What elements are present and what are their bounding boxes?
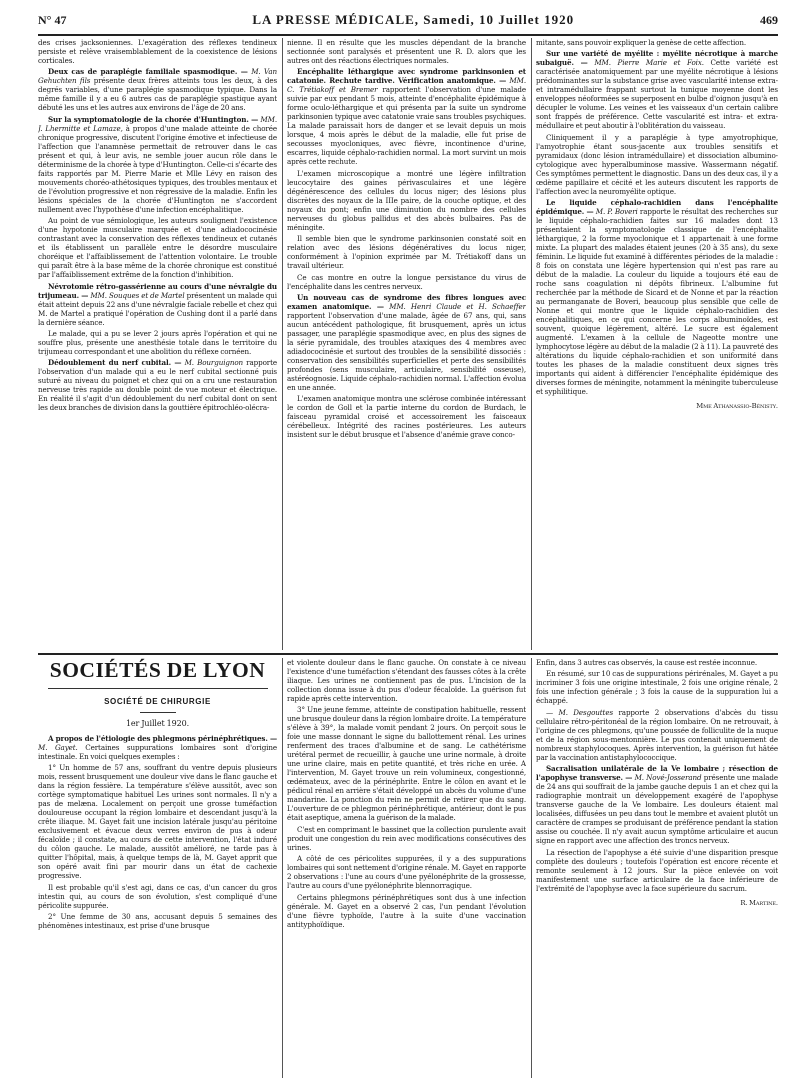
article-paragraph xyxy=(536,49,778,130)
column-rule xyxy=(531,658,532,1078)
article-heading: Névrotomie rétro-gassérienne au cours d'une névralgie du trijumeau. — xyxy=(38,281,277,300)
session-date: 1er Juillet 1920. xyxy=(125,719,190,728)
body-paragraph xyxy=(287,394,526,439)
body-paragraph xyxy=(287,825,526,852)
author-names: M. Gayet. xyxy=(38,743,78,752)
top-column-3 xyxy=(536,38,778,650)
article-text: à propos d'une malade atteinte de chorée chronique progressive, discutent l'origine émotive et infectieuse de l'affection que l'anamnèse permettait de retrouver dans le cas présent et qui, à leur avis, ne semble jouer aucun rôle dans le déterminisme de la chorée à type d'Huntington. Celle-ci s'écarte des faits rapportés par M. Pierre Marie et Mlle Lévy en raison des mouvements choréo-athétosiques typiques, des troubles mentaux et de l'évolution progressive et non régressive de la maladie. Enfin les lésions spéciales de la chorée d'Huntington ne s'accordent nullement avec l'hypothèse d'une infection encéphalitique. xyxy=(38,123,277,214)
article-text: Certaines suppurations lombaires sont d'origine intestinale. En voici quelques exemples : xyxy=(38,743,277,761)
author-names: M. P. Boveri xyxy=(595,207,638,217)
article-heading: Sacralisation unilatérale de la Ve lombaire ; résection de l'apophyse transverse. — xyxy=(536,764,778,783)
body-paragraph xyxy=(287,38,526,65)
signature-top: Mme Athanassio-Bénisty. xyxy=(696,402,778,411)
article-heading: Dédoublement du nerf cubital. — xyxy=(48,358,182,368)
article-text: présente deux frères atteints tous les deux, à des degrés variables, d'une paraplégie spasmodique typique. Dans la même famille il y a eu 6 autres cas de paraplégie spastique ayant débuté les uns et les autres aux environs de l'âge de 20 ans. xyxy=(38,76,277,113)
article-text: 2° Une femme de 30 ans, accusant depuis 5 semaines des phénomènes intestinaux, est prise d'une brusque xyxy=(38,912,277,931)
bottom-column-3 xyxy=(536,658,778,1078)
body-paragraph xyxy=(287,169,526,232)
bottom-column-2 xyxy=(287,658,526,1078)
article-paragraph xyxy=(287,67,526,166)
bottom-column-3-body xyxy=(536,658,778,893)
article-heading: Encéphalite léthargique avec syndrome parkinsonien et catatonie. Rechute tardive. Vérification anatomique. — xyxy=(287,67,526,86)
author-names: MM. J. Lhermitte et Lamaze, xyxy=(38,114,277,133)
top-column-2 xyxy=(287,38,526,650)
signature-bottom: R. Martine. xyxy=(740,898,778,907)
article-text: présentent un malade qui était atteint depuis 22 ans d'une névralgie faciale rebelle et chez qui M. de Martel a pratiqué l'opération de Cushing dont il a parlé dans la dernière séance. xyxy=(38,290,277,327)
body-paragraph xyxy=(536,133,778,196)
column-rule xyxy=(282,658,283,1078)
column-rule xyxy=(282,38,283,650)
article-paragraph xyxy=(38,282,277,327)
author-names: M. Van Gehuchten fils xyxy=(38,67,277,86)
body-paragraph xyxy=(38,763,277,880)
top-column-3-body xyxy=(536,38,778,396)
article-text: Cette variété est caractérisée anatomiquement par une myélite nécrotique à lésions prédominantes sur la substance grise avec vascularité intense extra- et intramédullaire frappant surtout la tunique moyenne dont les enveloppes néoformées se superposent en bulbe d'oignon jusqu'à en décupler le volume. Les veines et les vaisseaux d'un certain calibre sont frappés de préférence. Cette vascularité est intra- et extra-médullaire et peut aboutir à l'oblitération du vaisseau. xyxy=(536,58,778,131)
article-text: rapportent l'observation d'une malade suivie par eux pendant 5 mois, atteinte d'encéphalite épidémique à forme oculo-léthargique et qui présenta par la suite un syndrome parkinsonien typique avec catatonie vraie sans troubles psychiques. La malade paraissait hors de danger et se levait depuis un mois lorsque, 4 mois après le début de la maladie, elle fut prise de secousses myocloniques, avec fièvre, incontinence d'urine, escarres, liquide céphalo-rachidien normal. La mort survint un mois après cette rechute. xyxy=(287,85,526,167)
article-text: Enfin, dans 3 autres cas observés, la cause est restée inconnue. xyxy=(536,658,758,667)
article-text: nienne. Il en résulte que les muscles dépendant de la branche sectionnée sont paralysés et présentent une R. D. alors que les autres ont des réactions électriques normales. xyxy=(287,38,526,65)
page-header xyxy=(38,12,778,36)
article-paragraph xyxy=(38,734,277,761)
body-paragraph xyxy=(38,38,277,65)
author-names: M. Nové-Josserand xyxy=(634,773,702,783)
article-paragraph xyxy=(38,115,277,214)
author-names: M. Bourguignon xyxy=(184,358,244,368)
body-paragraph xyxy=(38,329,277,356)
article-text: mitante, sans pouvoir expliquer la genèse de cette affection. xyxy=(536,38,747,47)
body-paragraph xyxy=(38,216,277,279)
article-heading: Sur la symptomatologie de la chorée d'Huntington. — xyxy=(48,114,259,124)
article-text: Il est probable qu'il s'est agi, dans ce cas, d'un cancer du gros intestin qui, au cours de son évolution, s'est compliqué d'une péricolite suppurée. xyxy=(38,882,277,910)
article-text: 3° Une jeune femme, atteinte de constipation habituelle, ressent une brusque douleur dans la région lombaire droite. La température s'élève à 39°, la malade vomit pendant 2 jours. On perçoit sous le foie une masse donnant le signe du ballottement rénal. Les urines renferment des traces d'albumine et de sang. Le cathétérisme urétéral permet de recueillir, à gauche une urine normale, à droite une urine claire, mais en petite quantité, et très riche en urée. A l'intervention, M. Gayet trouve un rein volumineux, congestionné, œdémateux, avec de la périnéphrite. Entre le côlon en avant et le pédicul rénal en arrière s'était développé un abcès du volume d'une mandarine. La ponction du rein ne permit de retirer que du sang. L'ouverture de ce phlegmon périnéphrétique, antérieur, dont le pus était aseptique, amena la guérison de la malade. xyxy=(287,705,526,823)
article-heading: A propos de l'étiologie des phlegmons périnéphrétiques. — xyxy=(48,734,277,743)
article-text: présente une malade de 24 ans qui souffrait de la jambe gauche depuis 1 an et chez qui la radiographie montrait un développement exagéré de l'apophyse transverse gauche de la Ve lombaire. Les douleurs étaient mal localisées, diffusées un peu dans tout le membre et avaient plutôt un caractère de crampes se produisant de préférence pendant la station assise ou couchée. Il n'y avait aucun symptôme articulaire et aucun signe en rapport avec une affection des troncs nerveux. xyxy=(536,773,778,846)
article-text: — xyxy=(546,707,559,717)
article-heading: Un nouveau cas de syndrome des fibres longues avec examen anatomique. — xyxy=(287,292,526,311)
article-text: Au point de vue sémiologique, les auteurs soulignent l'existence d'une hypotonie musculaire marquée et d'une adiadococinésie contrastant avec la conservation des réflexes tendineux et cutanés et ils établissent un parallèle entre le désordre musculaire choréique et l'affaiblissement de l'attention volontaire. Le trouble qui paraît être à la base même de la chorée chronique est constitué par l'affaiblissement extrême de la fonction d'inhibition. xyxy=(38,216,277,280)
issue-number: N° 47 xyxy=(38,13,67,27)
body-paragraph xyxy=(287,893,526,929)
bottom-column-1-body xyxy=(38,734,277,930)
body-paragraph xyxy=(287,658,526,703)
article-paragraph xyxy=(38,67,277,112)
article-text: La résection de l'apophyse a été suivie d'une disparition presque complète des douleurs ; toutefois l'opération est encore récente et remonte seulement à 12 jours. Sur la pièce enlevée on voit manifestement une surface articulaire de la face inférieure de l'extrémité de l'apophyse avec la face supérieure du sacrum. xyxy=(536,847,778,893)
body-paragraph xyxy=(536,669,778,705)
author-names: M. Desgouttes xyxy=(558,707,614,717)
article-paragraph xyxy=(536,764,778,845)
author-names: MM. Pierre Marie et Foix. xyxy=(594,58,704,68)
column-rule xyxy=(531,38,532,650)
article-text: rapporte l'observation d'un malade qui a eu le nerf cubital sectionné puis suturé au niveau du poignet et chez qui on a cru une restauration nerveuse très rapide au double point de vue moteur et électrique. En réalité il s'agit d'un dédoublement du nerf cubital dont on sent les deux branches de division dans la gouttière épitrochléo-olécra- xyxy=(38,358,277,413)
section-separator xyxy=(38,653,778,655)
article-paragraph xyxy=(536,198,778,396)
body-paragraph xyxy=(287,273,526,291)
article-text: L'examen microscopique a montré une légère infiltration leucocytaire des gaines périvasculaires et une légère dégénérescence des cellules du locus niger; des lésions plus discrètes des noyaux de la IIIe paire, de la couche optique, et des noyaux du pont; enfin une diminution du nombre des cellules nerveuses du globus pallidus et des abcès bulbaires. Pas de méningite. xyxy=(287,168,526,232)
article-text: Ce cas montre en outre la longue persistance du virus de l'encéphalite dans les centres nerveux. xyxy=(287,272,526,291)
subtitle-rule xyxy=(140,712,176,713)
article-text: 1° Un homme de 57 ans, souffrant du ventre depuis plusieurs mois, ressent brusquement une douleur vive dans le flanc gauche et dans la région fessière. La température s'élève aussitôt, avec son cortège symptomatique habituel Les urines sont normales. Il n'y a pas de melæna. Localement on perçoit une grosse tuméfaction douloureuse occupant la région lombaire et descendant jusqu'à la crête iliaque. M. Gayet fait une incision latérale jusqu'au péritoine exclusivement et évacue deux verres environ de pus à odeur fécaloïde ; il constate, au cours de cette intervention, l'état induré du côlon gauche. Le malade, aussitôt amélioré, ne tarde pas à quitter l'hôpital, mais, à quelque temps de là, M. Gayet apprit que son opéré avait fini par mourir dans un état de cachexie progressive. xyxy=(38,763,277,881)
bottom-column-1 xyxy=(38,658,277,1078)
body-paragraph xyxy=(38,883,277,910)
body-paragraph xyxy=(536,708,778,762)
body-paragraph xyxy=(287,705,526,822)
body-paragraph xyxy=(287,854,526,890)
article-text: Cliniquement il y a paraplégie à type amyotrophique, l'amyotrophie étant sous-jacente aux troubles sensitifs et pyramidaux (donc lésion intramédullaire) et dissociation albumino-cytologique avec hyperalbuminose massive. Wassermann négatif. Ces symptômes permettent le diagnostic. Dans un des deux cas, il y a œdème papillaire et cécité et les auteurs discutent les rapports de l'affection avec la neuromyélite optique. xyxy=(536,132,778,196)
body-paragraph xyxy=(38,912,277,930)
article-text: En résumé, sur 10 cas de suppurations périrénales, M. Gayet a pu incriminer 3 fois une origine intestinale, 2 fois une origine rénale, 2 fois une infection générale ; 3 fois la cause de la suppuration lui a échappé. xyxy=(536,669,778,706)
article-text: A côté de ces péricolites suppurées, il y a des suppurations lombaires qui sont nettement d'origine rénale. M. Gayet en rapporte 2 observations : l'une au cours d'une pyélonéphrite de la grossesse, l'autre au cours d'une pyélonéphrite blennorragique. xyxy=(287,854,526,891)
article-text: Certains phlegmons périnéphrétiques sont dus à une infection générale. M. Gayet en a observé 2 cas, l'un pendant l'évolution d'une fièvre typhoïde, l'autre à la suite d'une vaccination antityphoïdique. xyxy=(287,892,526,929)
body-paragraph xyxy=(287,234,526,270)
article-text: Il semble bien que le syndrome parkinsonien constaté soit en relation avec des lésions dégénératives du locus niger, conformément à l'opinion exprimée par M. Trétiakoff dans un travail ultérieur. xyxy=(287,234,526,271)
top-column-1 xyxy=(38,38,277,650)
article-heading: Sur une variété de myélite : myélite nécrotique à marche subaiguë. — xyxy=(536,49,778,68)
article-heading: Deux cas de paraplégie familiale spasmodique. — xyxy=(48,67,248,77)
article-text: C'est en comprimant le bassinet que la collection purulente avait produit une congestion du rein avec modifications consécutives des urines. xyxy=(287,824,526,852)
article-paragraph xyxy=(38,358,277,412)
article-text: Le malade, qui a pu se lever 2 jours après l'opération et qui ne souffre plus, présente une anesthésie totale dans le territoire du trijumeau correspondant et une abolition du réflexe cornéen. xyxy=(38,328,277,356)
page-number: 469 xyxy=(759,13,778,27)
society-name: SOCIÉTÉ DE CHIRURGIE xyxy=(104,697,211,706)
article-text: et violente douleur dans le flanc gauche. On constate à ce niveau l'existence d'une tuméfaction s'étendant des fausses côtes à la crête iliaque. Les urines ne contiennent pas de pus. L'incision de la collection donna issue à du pus d'odeur fécaloïde. La guérison fut rapide après cette intervention. xyxy=(287,658,526,703)
journal-title: LA PRESSE MÉDICALE, Samedi, 10 Juillet 1920 xyxy=(252,12,575,27)
article-text: rapportent l'observation d'une malade, âgée de 67 ans, qui, sans aucun antécédent pathologique, fit brusquement, après un ictus passager, une paraplégie spasmodique avec, en plus des signes de la série pyramidale, des troubles ataxiques des 4 membres avec adiadococinésie et surtout des troubles de la sensibilité dissociés : conservation des sensibilités superficielles et perte des sensibilités profondes (sens musculaire, articulaire, sensibilité osseuse), astéréognosie. Liquide céphalo-rachidien normal. L'affection évolua en une année. xyxy=(287,310,526,392)
article-text: L'examen anatomique montra une sclérose combinée intéressant le cordon de Goll et la partie interne du cordon de Burdach, le faisceau pyramidal croisé et accessoirement les faisceaux cérébelleux. Intégrité des racines postérieures. Les auteurs insistent sur le début brusque et l'absence d'anémie grave conco- xyxy=(287,394,526,440)
article-text: des crises jacksoniennes. L'exagération des réflexes tendineux persiste et relève vraisemblablement de la coexistence de lésions corticales. xyxy=(38,38,277,65)
body-paragraph xyxy=(536,848,778,893)
author-names: MM. C. Trétiakoff et Bremer xyxy=(287,76,526,95)
article-paragraph xyxy=(287,293,526,392)
body-paragraph xyxy=(536,658,778,667)
author-names: MM. Souques et de Martel xyxy=(90,290,185,300)
article-text: rapporte 2 observations d'abcès du tissu cellulaire rétro-péritonéal de la région lombaire. On ne retrouvait, à l'origine de ces phlegmons, qu'une poussée de folliculite de la nuque et de la région sous-mentonnière. Le pus contenait uniquement de nombreux staphylocoques. Après intervention, la guérison fut hâtée par la vaccination antistaphylococcique. xyxy=(536,707,778,762)
article-text: rapporte le résultat des recherches sur le liquide céphalo-rachidien faites sur 16 malades dont 13 présentaient la symptomatologie classique de l'encéphalite léthargique, 2 la forme myoclonique et 1 appartenait à une forme mixte. La plupart des malades étaient jeunes (20 à 35 ans), du sexe féminin. Le liquide fut examiné à différentes périodes de la maladie : 8 fois on constata une légère hypertension qui n'est pas rare au début de la maladie. La couleur du liquide a toujours été eau de roche sans coagulation ni dépôts fibrineux. L'albumine fut recherchée par la méthode de Sicard et de Nonne et par la réaction au permanganate de Boveri, beaucoup plus sensible que celle de Nonne et qui montre que le liquide céphalo-rachidien des encéphalitiques, en ce qui concerne les corps albuminoïdes, est souvent, quoique légèrement, altéré. Le sucre est également augmenté. L'examen à la cellule de Nageotte montre une lymphocytose légère au début de la maladie (2 à 11). La pauvreté des altérations du liquide céphalo-rachidien et son uniformité dans toutes les phases de la maladie constituent deux signes très importants qui aident à différencier l'encéphalite épidémique des diverses formes de méningite, notamment la méningite tuberculeuse et syphilitique. xyxy=(536,207,778,397)
title-rule xyxy=(48,688,268,689)
article-heading: Le liquide céphalo-rachidien dans l'encéphalite épidémique. — xyxy=(536,198,778,217)
author-names: MM. Henri Claude et H. Schaeffer xyxy=(389,301,526,311)
section-title: SOCIÉTÉS DE LYON xyxy=(49,658,266,682)
body-paragraph xyxy=(536,38,778,47)
